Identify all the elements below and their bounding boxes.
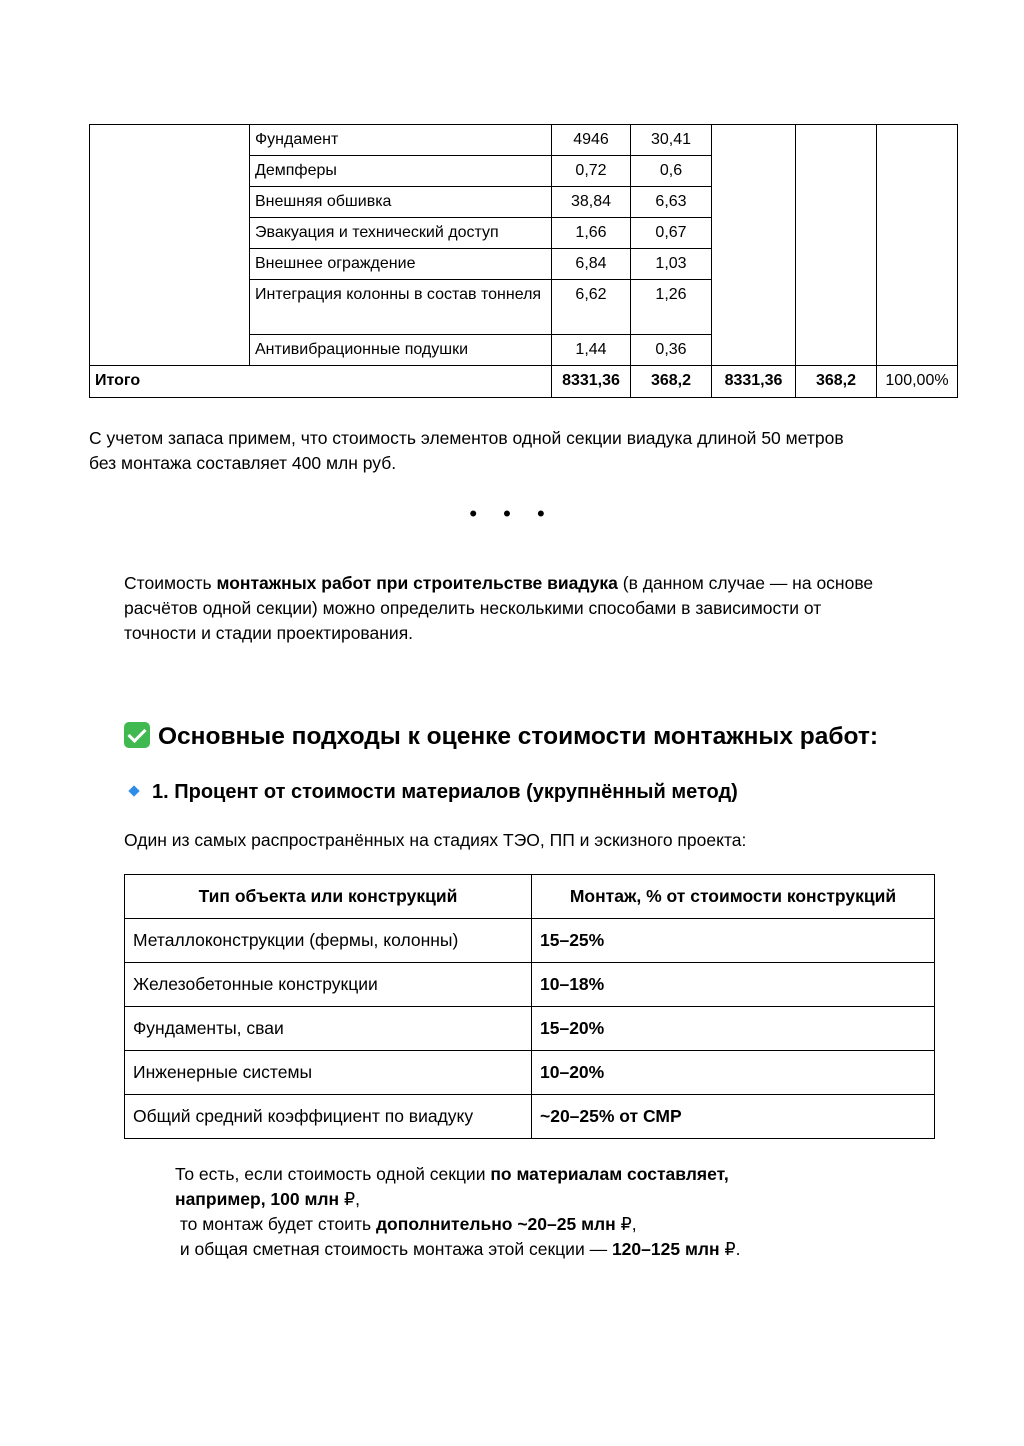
item-value-1: 4946 [552, 125, 631, 156]
type-cell: Инженерные системы [125, 1051, 532, 1095]
subtext: Один из самых распространённых на стадиях ТЭО, ПП и эскизного проекта: [124, 830, 747, 850]
type-cell: Железобетонные конструкции [125, 963, 532, 1007]
value-cell: 15–25% [532, 919, 935, 963]
item-value-1: 1,44 [552, 335, 631, 366]
item-value-1: 6,62 [552, 280, 631, 335]
example-line-3: то монтаж будет стоить дополнительно ~20–25 млн ₽, [175, 1214, 637, 1234]
total-value-1: 8331,36 [552, 366, 631, 398]
item-name: Демпферы [250, 156, 552, 187]
total-row [90, 366, 958, 398]
sub-heading [124, 779, 738, 805]
item-value-1: 38,84 [552, 187, 631, 218]
column-header: Тип объекта или конструкций [125, 875, 532, 919]
table-row [125, 963, 935, 1007]
item-value-2: 30,41 [631, 125, 712, 156]
merged-cell [712, 125, 796, 366]
type-cell: Фундаменты, сваи [125, 1007, 532, 1051]
item-value-1: 6,84 [552, 249, 631, 280]
item-name: Фундамент [250, 125, 552, 156]
example-line-1: То есть, если стоимость одной секции по материалам составляет, [175, 1164, 729, 1184]
percent-table [124, 874, 935, 1139]
blue-diamond-icon [128, 785, 139, 796]
item-name: Внешнее ограждение [250, 249, 552, 280]
example-line-4: и общая сметная стоимость монтажа этой секции — 120–125 млн ₽. [175, 1239, 741, 1259]
item-name: Эвакуация и технический доступ [250, 218, 552, 249]
total-label: Итого [90, 366, 552, 398]
type-cell: Общий средний коэффициент по виадуку [125, 1095, 532, 1139]
table-row [125, 1007, 935, 1051]
intro-paragraph [124, 571, 884, 646]
table-row [125, 1095, 935, 1139]
sub-heading-text: 1. Процент от стоимости материалов (укрупнённый метод) [152, 781, 738, 803]
group-cell [90, 125, 250, 366]
item-value-2: 1,03 [631, 249, 712, 280]
merged-cell [796, 125, 877, 366]
intro-text: Стоимость [124, 573, 217, 593]
table-row [125, 919, 935, 963]
item-value-2: 0,36 [631, 335, 712, 366]
type-cell: Металлоконструкции (фермы, колонны) [125, 919, 532, 963]
item-value-2: 1,26 [631, 280, 712, 335]
merged-cell [877, 125, 958, 366]
item-value-1: 1,66 [552, 218, 631, 249]
note-paragraph: С учетом запаса примем, что стоимость элементов одной секции виадука длиной 50 метров без монтажа составляет 400 млн руб. [89, 428, 844, 473]
table-row [125, 1051, 935, 1095]
section-separator: • • • [469, 501, 555, 526]
item-value-2: 0,6 [631, 156, 712, 187]
item-value-2: 6,63 [631, 187, 712, 218]
cost-table [89, 124, 958, 398]
example-block [175, 1162, 875, 1262]
item-value-1: 0,72 [552, 156, 631, 187]
intro-bold-text: монтажных работ при строительстве виадука [216, 573, 618, 593]
total-value-3: 8331,36 [712, 366, 796, 398]
check-mark-icon [124, 722, 150, 748]
value-cell: ~20–25% от СМР [532, 1095, 935, 1139]
total-value-4: 368,2 [796, 366, 877, 398]
main-heading-text: Основные подходы к оценке стоимости монтажных работ: [158, 723, 879, 750]
value-cell: 10–20% [532, 1051, 935, 1095]
main-heading [124, 722, 878, 752]
total-value-2: 368,2 [631, 366, 712, 398]
value-cell: 10–18% [532, 963, 935, 1007]
intro-text-rest: (в данном случае — на основе расчётов одной секции) можно определить несколькими способами в зависимости от точности и стадии проектирования. [124, 573, 874, 643]
table-row [90, 125, 958, 156]
table-header-row [125, 875, 935, 919]
item-value-2: 0,67 [631, 218, 712, 249]
item-name: Внешняя обшивка [250, 187, 552, 218]
column-header: Монтаж, % от стоимости конструкций [532, 875, 935, 919]
total-percent: 100,00% [877, 366, 958, 398]
item-name: Антивибрационные подушки [250, 335, 552, 366]
item-name: Интеграция колонны в состав тоннеля [250, 280, 552, 335]
example-line-2: например, 100 млн ₽, [175, 1189, 360, 1209]
value-cell: 15–20% [532, 1007, 935, 1051]
